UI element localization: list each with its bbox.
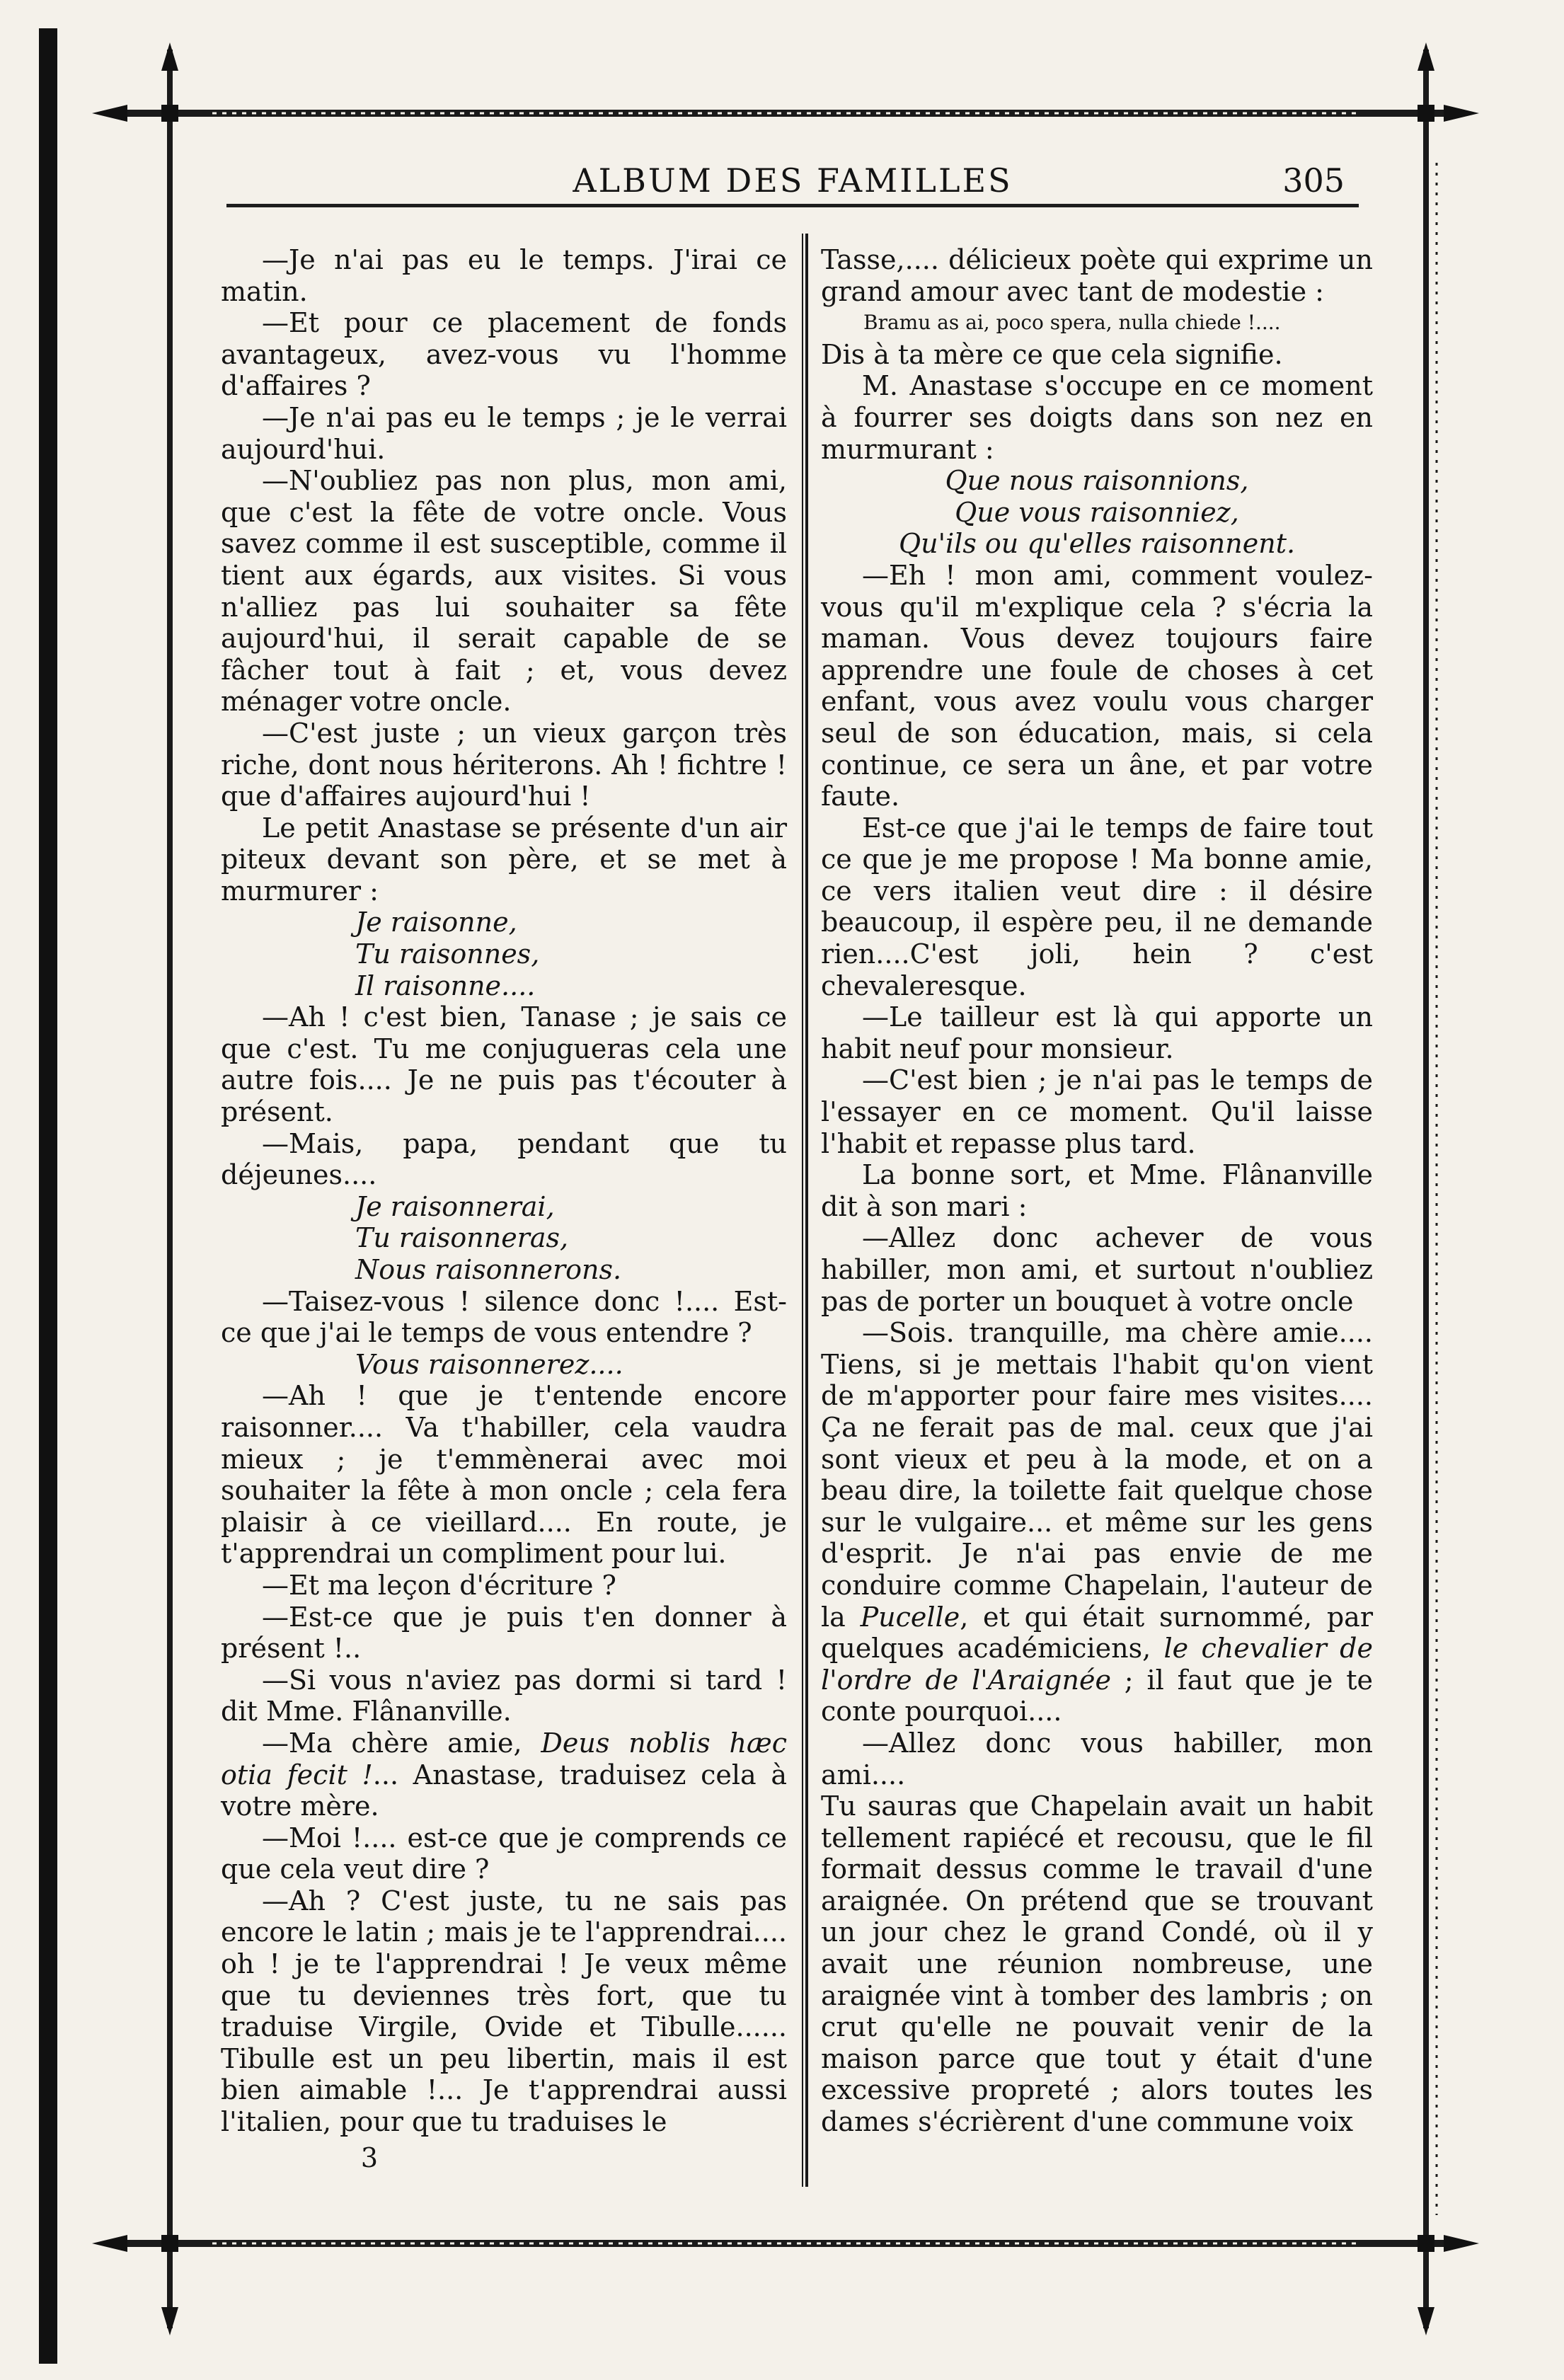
paragraph: —Et pour ce placement de fonds avantageux, avez-vous vu l'homme d'affaires ? [221, 307, 787, 402]
text-run: ; il faut que je te conte pourquoi.... [821, 1664, 1373, 1727]
paragraph: —Moi !.... est-ce que je comprends ce que cela veut dire ? [221, 1822, 787, 1885]
running-title: ALBUM DES FAMILLES [573, 161, 1013, 200]
paragraph: —Taisez-vous ! silence donc !.... Est-ce que j'ai le temps de vous entendre ? [221, 1285, 787, 1349]
paragraph: —Si vous n'aviez pas dormi si tard ! dit Mme. Flânanville. [221, 1664, 787, 1727]
paragraph: Est-ce que j'ai le temps de faire tout ce que je me propose ! Ma bonne amie, ce vers italien veut dire : il désire beaucoup, il espère peu, il ne demande rien....C'est joli, hein ? c'est chevaleresque. [821, 812, 1373, 1001]
paragraph: —Mais, papa, pendant que tu déjeunes.... [221, 1127, 787, 1191]
paragraph: Tu sauras que Chapelain avait un habit tellement rapiécé et recousu, que le fil formait dessus comme le travail d'une araignée. On prétend que se trouvant un jour chez le grand Condé, où il y avait une réunion nombreuse, une araignée vint à tomber des lambris ; on crut qu'elle ne pouvait venir de la maison parce que tout y était d'une excessive propreté ; alors toutes les dames s'écrièrent d'une commune voix [821, 1790, 1373, 2138]
paragraph: Le petit Anastase se présente d'un air piteux devant son père, et se met à murmurer : [221, 812, 787, 907]
verse-line: Je raisonne, [355, 907, 517, 938]
verse-line: Nous raisonnerons. [355, 1254, 622, 1285]
paragraph: —Et ma leçon d'écriture ? [262, 1569, 616, 1601]
paragraph: —Ah ! que je t'entende encore raisonner.... Va t'habiller, cela vaudra mieux ; je t'emmènerai avec moi souhaiter la fête à mon oncle ; cela fera plaisir à ce vieillard.... En route, je t'apprendrai un compliment pour lui. [221, 1380, 787, 1570]
paragraph: —Ah ! c'est bien, Tanase ; je sais ce que c'est. Tu me conjugueras cela une autre fois.... Je ne puis pas t'écouter à présent. [221, 1001, 787, 1128]
left-column [221, 244, 787, 2173]
italic-epithet: le chevalier de l'ordre de l'Araignée [821, 1633, 1373, 1696]
paragraph: —C'est bien ; je n'ai pas le temps de l'essayer en ce moment. Qu'il laisse l'habit et repasse plus tard. [821, 1064, 1373, 1159]
page-number: 305 [1282, 161, 1345, 200]
paragraph: La bonne sort, et Mme. Flânanville dit à son mari : [821, 1159, 1373, 1222]
verse-line: Que nous raisonnions, [945, 465, 1249, 497]
paragraph [221, 1727, 787, 1822]
verse-line: Vous raisonnerez.... [355, 1348, 623, 1380]
right-column [821, 244, 1373, 2138]
verse-line: Tu raisonneras, [355, 1222, 569, 1254]
text-run: —Ma chère amie, [262, 1727, 541, 1759]
verse-line: Il raisonne.... [355, 970, 536, 1001]
text-run: , et qui était surnommé, par quelques académiciens, [821, 1601, 1373, 1665]
paragraph: —Eh ! mon ami, comment voulez-vous qu'il m'explique cela ? s'écria la maman. Vous devez toujours faire apprendre une foule de choses à cet enfant, vous avez voulu vous charger seul de son éducation, mais, si cela continue, ce sera un âne, et par votre faute. [821, 559, 1373, 812]
running-header [226, 161, 1359, 207]
verse-line: Tu raisonnes, [355, 938, 540, 970]
paragraph: —C'est juste ; un vieux garçon très riche, dont nous hériterons. Ah ! fichtre ! que d'affaires aujourd'hui ! [221, 717, 787, 812]
paragraph: —Est-ce que je puis t'en donner à présent !.. [221, 1601, 787, 1665]
verse-line: Que vous raisonniez, [955, 496, 1239, 528]
latin-quote: Deus noblis hæc otia fecit ! [221, 1727, 788, 1790]
paragraph: —Allez donc vous habiller, mon ami.... [821, 1727, 1373, 1790]
paragraph: —Ah ? C'est juste, tu ne sais pas encore le latin ; mais je te l'apprendrai.... oh ! je te l'apprendrai ! Je veux même que tu deviennes très fort, que tu traduise Virgile, Ovide et Tibulle...... Tibulle est un peu libertin, mais il est bien aimable !... Je t'apprendrai aussi l'italien, pour que tu traduises le [221, 1885, 787, 2138]
paragraph: M. Anastase s'occupe en ce moment à fourrer ses doigts dans son nez en murmurant : [821, 370, 1373, 465]
paragraph: Tasse,.... délicieux poète qui exprime un grand amour avec tant de modestie : [821, 244, 1373, 307]
text-run: ... Anastase, traduisez cela à votre mère. [221, 1759, 787, 1822]
signature-mark: 3 [360, 2142, 379, 2173]
paragraph: —Allez donc achever de vous habiller, mon ami, et surtout n'oubliez pas de porter un bouquet à votre oncle [821, 1222, 1373, 1317]
paragraph: Dis à ta mère ce que cela signifie. [821, 338, 1283, 370]
paragraph: —Le tailleur est là qui apporte un habit neuf pour monsieur. [821, 1001, 1373, 1064]
italian-quote: Bramu as ai, poco spera, nulla chiede !.... [863, 311, 1281, 335]
paragraph: —Je n'ai pas eu le temps ; je le verrai aujourd'hui. [221, 401, 787, 465]
paragraph [821, 1317, 1373, 1727]
verse-line: Qu'ils ou qu'elles raisonnent. [898, 528, 1296, 560]
text-run: —Sois. tranquille, ma chère amie.... Tiens, si je mettais l'habit qu'on vient de m'apporter pour faire mes visites.... Ça ne ferait pas de mal. ceux que j'ai sont vieux et peu à la mode, et on a beau dire, la toilette fait quelque chose sur le vulgaire... et même sur les gens d'esprit. Je n'ai pas envie de me conduire comme Chapelain, l'auteur de la [821, 1317, 1373, 1633]
paragraph: —N'oubliez pas non plus, mon ami, que c'est la fête de votre oncle. Vous savez comme il est susceptible, comme il tient aux égards, aux visites. Si vous n'alliez pas lui souhaiter sa fête aujourd'hui, il serait capable de se fâcher tout à fait ; et, vous devez ménager votre oncle. [221, 465, 787, 718]
paragraph: —Je n'ai pas eu le temps. J'irai ce matin. [221, 244, 787, 307]
italic-title: Pucelle [860, 1601, 960, 1633]
verse-line: Je raisonnerai, [355, 1190, 555, 1222]
